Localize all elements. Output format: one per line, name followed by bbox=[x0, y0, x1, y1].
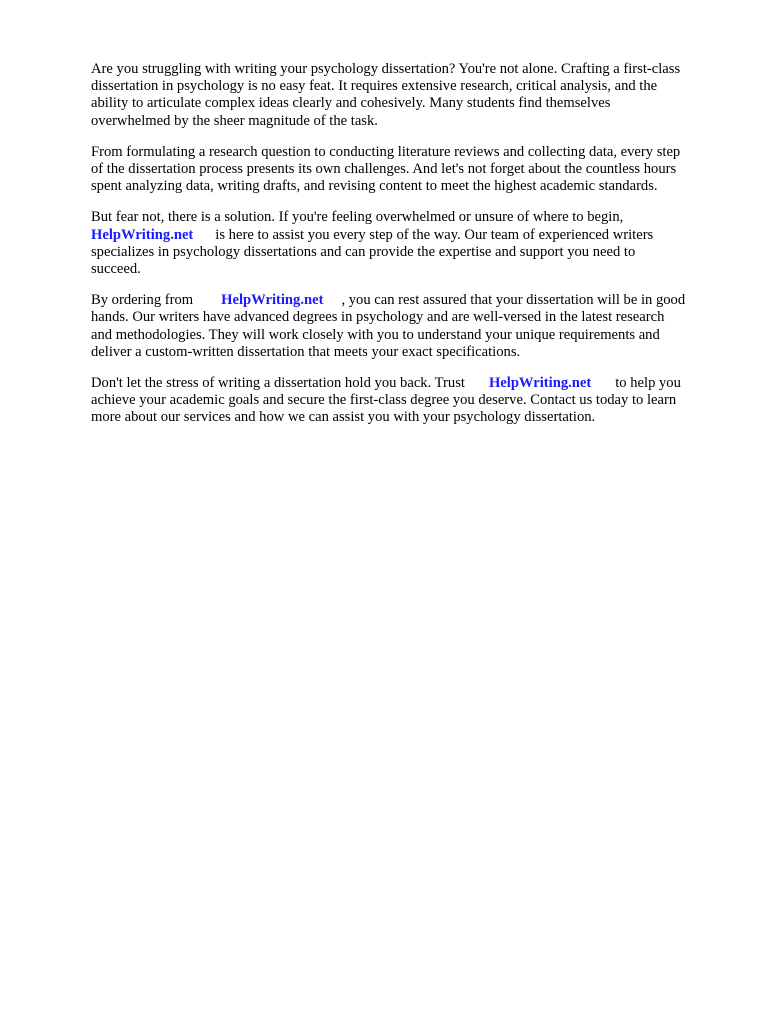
text-line: deliver a custom-written dissertation that meets your exact specifications. bbox=[91, 343, 521, 360]
paragraph-closing bbox=[91, 375, 731, 427]
text-line: and methodologies. They will work closely with you to understand your unique requirements and bbox=[91, 326, 660, 343]
text-line: Are you struggling with writing your psychology dissertation? You're not alone. Crafting a first-class bbox=[91, 61, 681, 77]
document-page bbox=[91, 61, 731, 441]
text-line: of the dissertation process presents its own challenges. And let's not forget about the countless hours bbox=[91, 161, 677, 178]
text-line: achieve your academic goals and secure the first-class degree you deserve. Contact us today to learn bbox=[91, 392, 677, 409]
text-line: But fear not, there is a solution. If you're feeling overwhelmed or unsure of where to begin, bbox=[91, 209, 624, 226]
text-segment: , you can rest assured that your dissertation will be in good bbox=[341, 292, 686, 309]
text-line bbox=[91, 292, 731, 309]
text-segment: is here to assist you every step of the way. Our team of experienced writers bbox=[215, 226, 654, 243]
helpwriting-link[interactable]: HelpWriting.net bbox=[488, 375, 592, 392]
text-segment: Don't let the stress of writing a dissertation hold you back. Trust bbox=[91, 375, 465, 392]
helpwriting-link[interactable]: HelpWriting.net bbox=[221, 292, 324, 309]
paragraph-challenges bbox=[91, 144, 731, 196]
text-line: hands. Our writers have advanced degrees in psychology and are well-versed in the latest research bbox=[91, 309, 665, 326]
text-line bbox=[91, 375, 731, 392]
text-line: specializes in psychology dissertations and can provide the expertise and support you need to bbox=[91, 243, 636, 260]
text-segment: By ordering from bbox=[91, 292, 194, 309]
text-segment: to help you bbox=[615, 375, 681, 392]
paragraph-intro bbox=[91, 61, 731, 130]
paragraph-solution bbox=[91, 209, 731, 278]
text-line bbox=[91, 227, 731, 244]
text-line: From formulating a research question to conducting literature reviews and collecting data, every step bbox=[91, 143, 681, 160]
text-line: more about our services and how we can assist you with your psychology dissertation. bbox=[91, 409, 596, 426]
helpwriting-link[interactable]: HelpWriting.net bbox=[91, 226, 194, 243]
text-line: spent analyzing data, writing drafts, and revising content to meet the highest academic standards. bbox=[91, 178, 658, 195]
text-line: dissertation in psychology is no easy feat. It requires extensive research, critical analysis, and the bbox=[91, 78, 658, 95]
paragraph-ordering bbox=[91, 292, 731, 361]
text-line: ability to articulate complex ideas clearly and cohesively. Many students find themselves bbox=[91, 95, 611, 112]
text-line: overwhelmed by the sheer magnitude of the task. bbox=[91, 112, 378, 129]
text-line: succeed. bbox=[91, 261, 141, 278]
